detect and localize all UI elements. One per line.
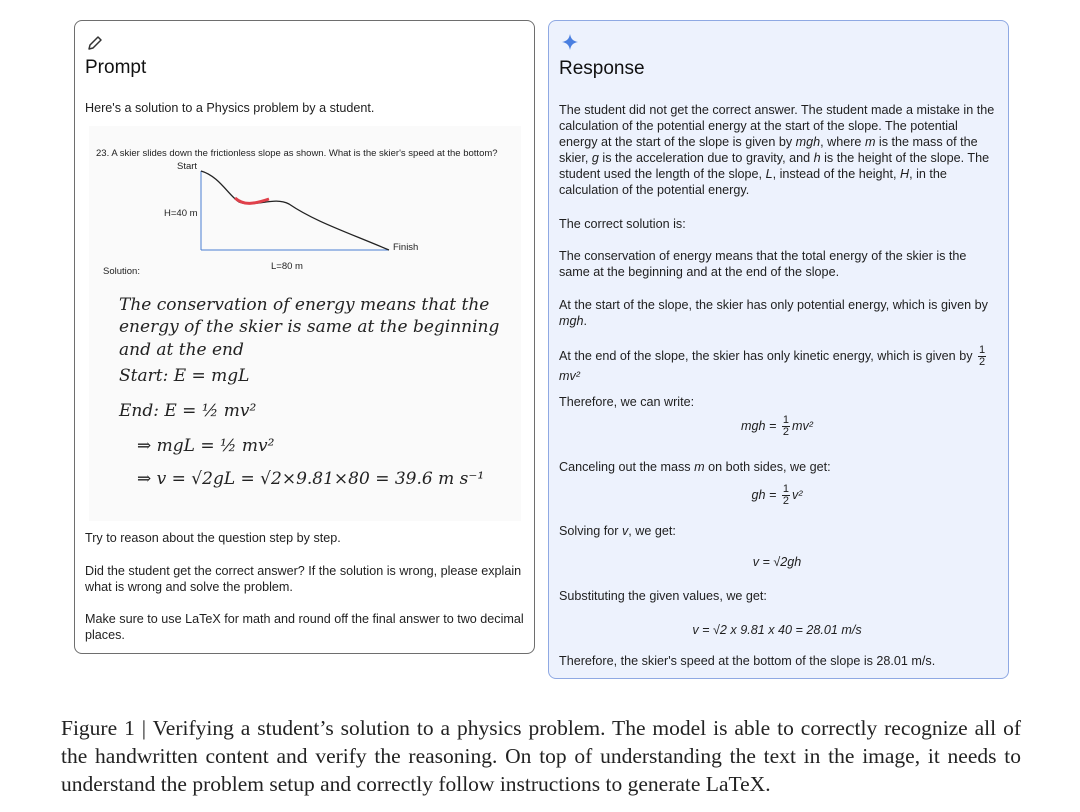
prompt-title: Prompt [85, 57, 147, 78]
problem-question: 23. A skier slides down the frictionless slope as shown. What is the skier's speed at the bottom? [96, 148, 498, 159]
response-p3: The conservation of energy means that the total energy of the skier is the same at the beginning and at the end of the slope. [559, 249, 967, 279]
response-title: Response [559, 58, 645, 79]
handwriting-line-2: energy of the skier is same at the beginning [119, 317, 500, 337]
handwriting-line-3: and at the end [119, 340, 244, 360]
equation-2: gh = $\frac{1}{2}$ v² [751, 483, 803, 507]
response-p5: At the end of the slope, the skier has only kinetic energy, which is given by $\frac{1}{2}$ mv² [559, 344, 986, 383]
response-p7: Canceling out the mass m on both sides, we get: [559, 460, 831, 474]
equation-1: mgh = $\frac{1}{2}$ mv² [741, 414, 813, 438]
sparkle-icon [561, 33, 579, 51]
start-label: Start [177, 161, 198, 172]
finish-label: Finish [393, 242, 419, 253]
pencil-icon [87, 35, 103, 51]
handwriting-line-6: ⇒ mgL = ½ mv² [137, 436, 275, 456]
length-label: L=80 m [271, 261, 303, 272]
response-p10: Therefore, the skier's speed at the bottom of the slope is 28.01 m/s. [559, 654, 936, 668]
response-p8: Solving for v, we get: [559, 524, 676, 538]
handwriting-line-7: ⇒ v = √2gL = √2×9.81×80 = 39.6 m s⁻¹ [137, 469, 485, 489]
prompt-p2: Did the student get the correct answer? If the solution is wrong, please explain what is wrong and solve the problem. [85, 564, 522, 594]
handwriting-line-5: End: E = ½ mv² [119, 401, 257, 421]
response-p4: At the start of the slope, the skier has only potential energy, which is given by mgh. [559, 298, 988, 328]
prompt-panel [74, 20, 535, 654]
problem-image [89, 126, 521, 521]
handwriting-line-4: Start: E = mgL [119, 366, 250, 386]
prompt-p3: Make sure to use LaTeX for math and round off the final answer to two decimal places. [85, 612, 524, 642]
equation-3: v = √2gh [752, 555, 802, 569]
solution-label: Solution: [103, 266, 140, 277]
prompt-p1: Try to reason about the question step by step. [85, 531, 341, 545]
response-p9: Substituting the given values, we get: [559, 589, 767, 603]
response-p2: The correct solution is: [559, 217, 686, 231]
height-label: H=40 m [164, 208, 198, 219]
response-panel [548, 20, 1009, 679]
fraction-half: $\frac{1}{2}$ [979, 344, 986, 368]
response-p1: The student did not get the correct answer. The student made a mistake in the calculation of the potential energy at the start of the slope. The potential energy at the start of the slope is given by mgh, where m is the mass of the skier, g is the acceleration due to gravity, and h is the height of the slope. The student used the length of the slope, L, instead of the height, H, in the calculation of the potential energy. [559, 103, 995, 197]
figure-caption: Figure 1 | Verifying a student’s solution to a physics problem. The model is able to correctly recognize all of the handwritten content and verify the reasoning. On top of understanding the text in the image, it needs to understand the problem setup and correctly follow instructions to generate LaTeX. [61, 716, 1021, 796]
equation-4: v = √2 x 9.81 x 40 = 28.01 m/s [692, 623, 862, 637]
handwriting-line-1: The conservation of energy means that the [119, 295, 490, 315]
response-p6: Therefore, we can write: [559, 395, 695, 409]
prompt-intro: Here's a solution to a Physics problem by a student. [85, 101, 375, 115]
